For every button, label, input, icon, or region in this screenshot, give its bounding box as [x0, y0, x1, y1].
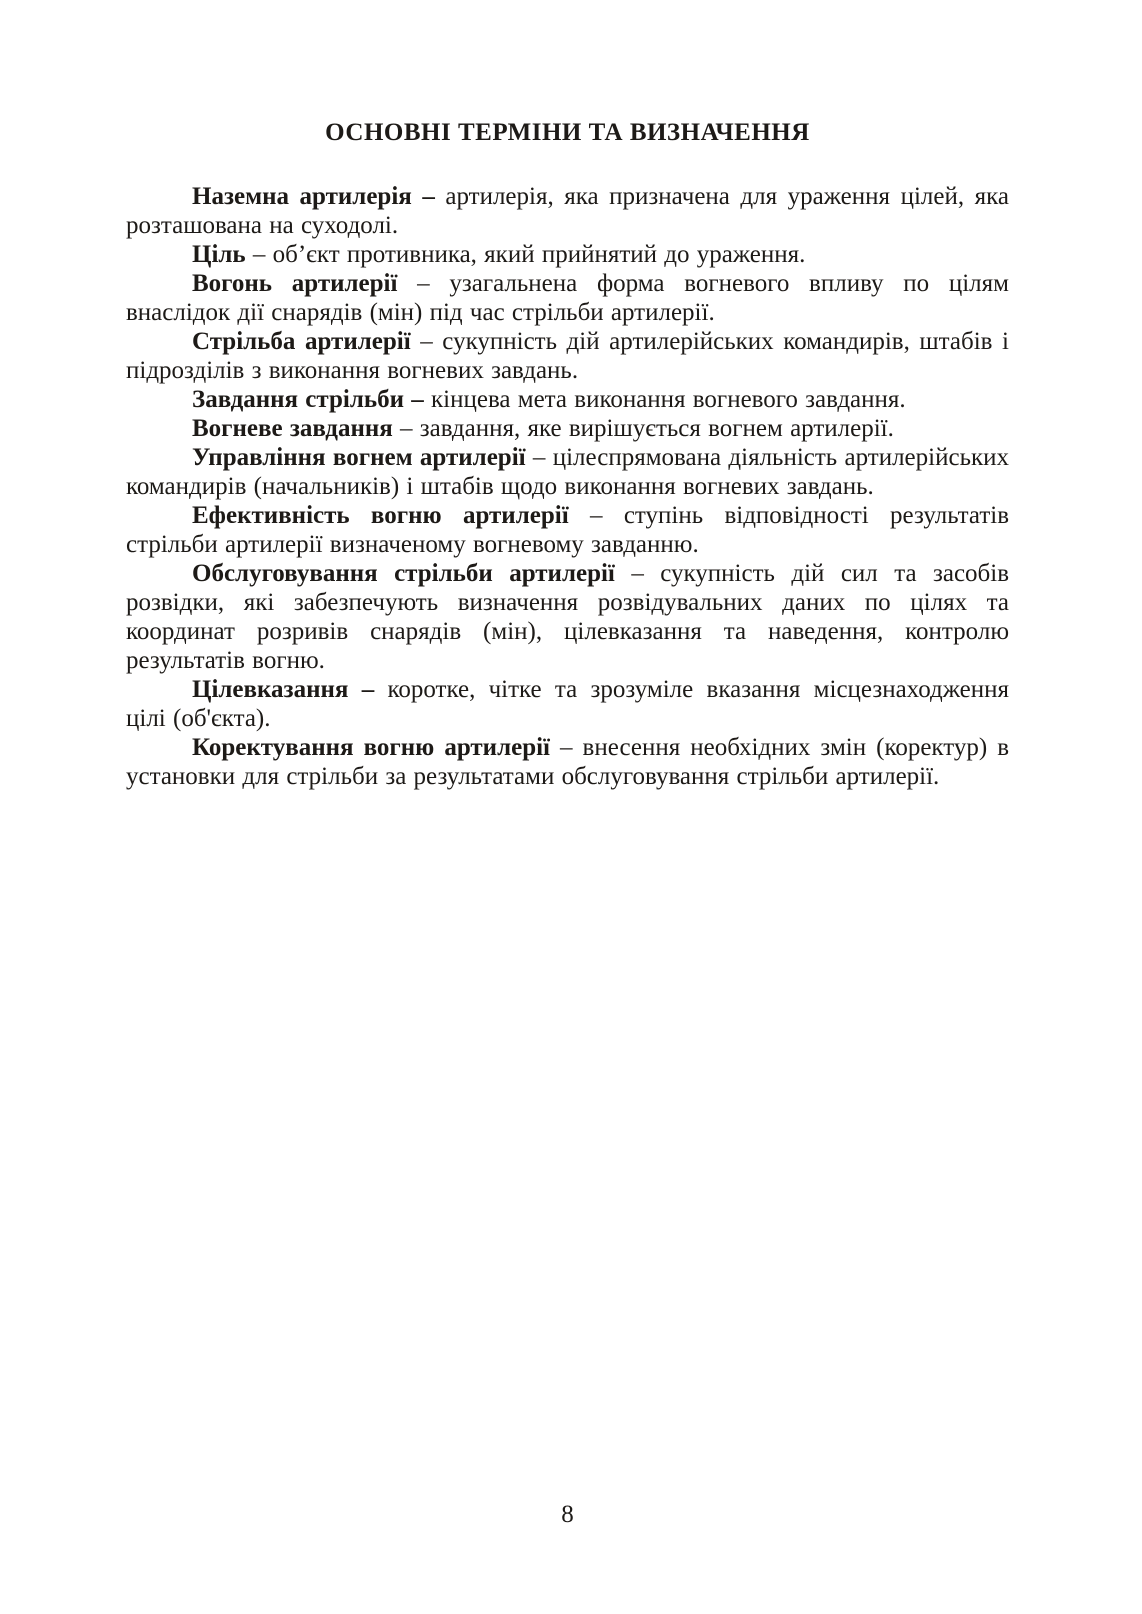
definition-term: Коректування вогню артилерії — [192, 734, 550, 761]
definition-paragraph — [126, 182, 1009, 240]
definition-term: Стрільба артилерії — [192, 328, 411, 355]
definition-paragraph — [126, 559, 1009, 675]
definition-text: – внесення необхідних змін (коректур) в установки для стрільби за результатами обслуговування стрільби артилерії. — [126, 734, 1009, 790]
definition-text: – ступінь відповідності результатів стрільби артилерії визначеному вогневому завданню. — [126, 502, 1009, 558]
definition-term: Вогонь артилерії — [192, 270, 398, 297]
definition-paragraph — [126, 675, 1009, 733]
definition-paragraph — [126, 327, 1009, 385]
definition-term: Вогневе завдання — [192, 415, 393, 442]
definition-paragraph — [126, 733, 1009, 791]
definition-paragraph — [126, 240, 1009, 269]
definition-paragraph — [126, 414, 1009, 443]
definition-text: коротке, чітке та зрозуміле вказання місцезнаходження цілі (об'єкта). — [126, 676, 1010, 732]
definition-text: – сукупність дій сил та засобів розвідки, які забезпечують визначення розвідувальних даних по цілях та координат розривів снарядів (мін), цілевказання та наведення, контролю результатів вогню. — [126, 560, 1010, 674]
definition-text: – завдання, яке вирішується вогнем артилерії. — [400, 415, 894, 442]
page-number: 8 — [561, 1501, 574, 1528]
definition-term: Цілевказання – — [192, 676, 375, 703]
definition-text: – цілеспрямована діяльність артилерійських командирів (начальників) і штабів щодо виконання вогневих завдань. — [126, 444, 1009, 500]
definition-paragraph — [126, 501, 1009, 559]
definition-term: Управління вогнем артилерії — [192, 444, 526, 471]
definition-text: кінцева мета виконання вогневого завдання. — [431, 386, 906, 413]
definition-paragraph — [126, 385, 1009, 414]
definition-paragraph — [126, 443, 1009, 501]
definition-text: – сукупність дій артилерійських командирів, штабів і підрозділів з виконання вогневих завдань. — [126, 328, 1009, 384]
definition-text: артилерія, яка призначена для ураження цілей, яка розташована на суходолі. — [126, 183, 1009, 239]
definition-text: – об’єкт противника, який прийнятий до ураження. — [252, 241, 806, 268]
definition-paragraph — [126, 269, 1009, 327]
definition-term: Обслуговування стрільби артилерії — [192, 560, 615, 587]
page-title: ОСНОВНІ ТЕРМІНИ ТА ВИЗНАЧЕННЯ — [325, 119, 810, 146]
definition-term: Наземна артилерія – — [192, 183, 435, 210]
definition-term: Ціль — [192, 241, 246, 268]
definition-term: Ефективність вогню артилерії — [192, 502, 569, 529]
definition-term: Завдання стрільби – — [192, 386, 424, 413]
document-content — [126, 0, 1009, 791]
definition-text: – узагальнена форма вогневого впливу по цілям внаслідок дії снарядів (мін) під час стрільби артилерії. — [126, 270, 1009, 326]
